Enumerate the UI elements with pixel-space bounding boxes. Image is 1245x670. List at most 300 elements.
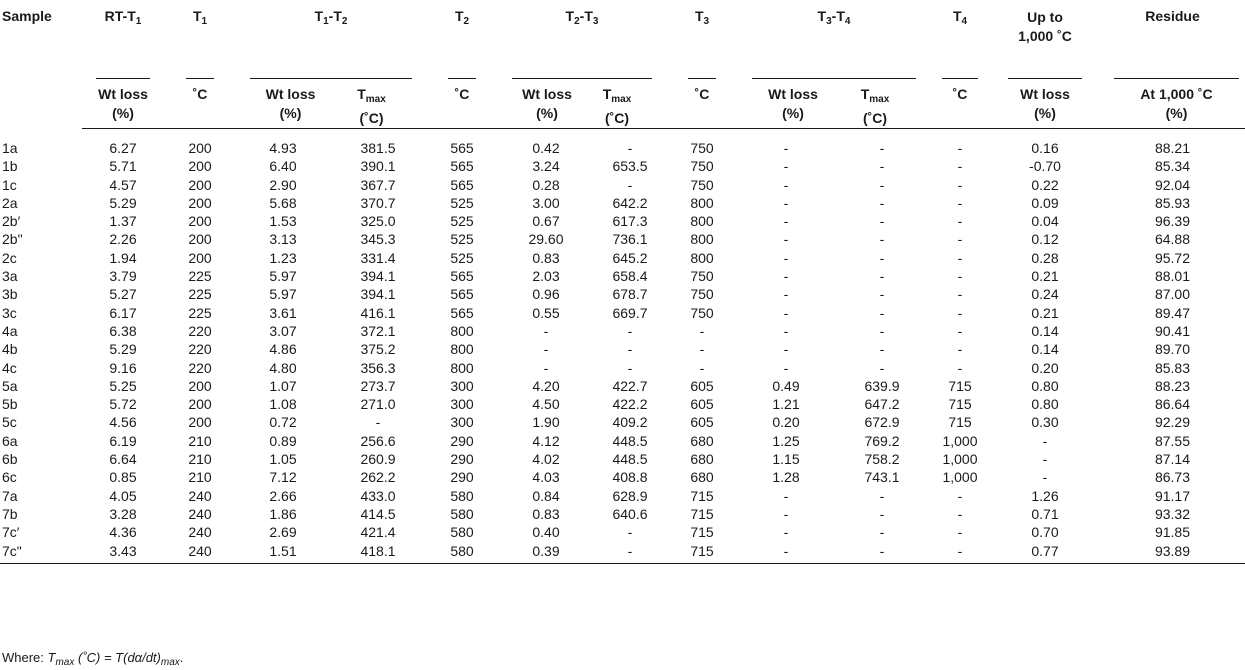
table-cell: - [879,140,885,156]
table-cell: 0.20 [1031,359,1059,376]
table-cell: 1,000 [942,451,978,468]
table-cell: 421.4 [360,524,396,541]
table-cell: - [879,322,885,339]
table-row [0,157,1245,175]
table-cell: 225 [188,286,212,303]
sample-id-cell: 2b" [2,231,23,248]
table-cell: 3.28 [109,505,137,522]
table-cell: 750 [690,176,714,193]
table-cell: 640.6 [612,505,648,522]
table-cell: 4.12 [532,432,560,449]
sample-id-cell: 4b [2,341,18,358]
table-cell: - [783,322,789,339]
table-row [0,285,1245,303]
table-row [0,487,1245,505]
table-cell: 0.49 [772,377,800,394]
table-cell: 375.2 [360,341,396,358]
table-cell: 325.0 [360,213,396,230]
table-row [0,505,1245,523]
sample-id-cell: 6c [2,469,17,486]
table-cell: - [957,140,963,156]
table-cell: 750 [690,304,714,321]
table-cell: - [627,359,633,376]
table-cell: 200 [188,396,212,413]
table-cell: 0.20 [772,414,800,431]
table-cell: 1.15 [772,451,800,468]
table-row [0,413,1245,431]
header-rt-t1: $RT-T_1$ [104,8,142,27]
table-cell: 0.14 [1031,341,1059,358]
table-cell: 0.30 [1031,414,1059,431]
table-cell: - [957,194,963,211]
table-cell: 91.17 [1154,487,1191,504]
table-cell: 1,000 [942,432,978,449]
table-cell: 290 [450,451,474,468]
table-cell: - [783,231,789,248]
table-cell: 758.2 [864,451,900,468]
unit-t2: ˚C [426,72,498,129]
table-cell: 0.83 [532,505,560,522]
table-cell: 87.00 [1154,286,1191,303]
table-cell: 89.70 [1154,341,1191,358]
table-cell: 653.5 [612,158,648,175]
table-cell: 85.34 [1154,158,1191,175]
table-cell: 256.6 [360,432,396,449]
table-cell: 565 [450,286,474,303]
table-cell: - [957,341,963,358]
table-cell: - [879,249,885,266]
table-cell: - [627,176,633,193]
table-cell: 345.3 [360,231,396,248]
table-cell: 0.89 [269,432,297,449]
table-cell: 4.56 [109,414,137,431]
table-cell: 0.70 [1031,524,1059,541]
table-cell: 0.80 [1031,396,1059,413]
table-cell: 715 [948,414,972,431]
table-cell: 64.88 [1154,231,1191,248]
table-cell: 422.7 [612,377,648,394]
table-cell: - [783,140,789,156]
table-cell: 1.90 [532,414,560,431]
table-cell: - [957,286,963,303]
table-cell: 3.00 [532,194,560,211]
table-cell: 669.7 [612,304,648,321]
table-cell: - [1042,451,1048,468]
table-cell: 605 [690,414,714,431]
table-cell: 4.05 [109,487,137,504]
sample-id-cell: 4a [2,322,18,339]
table-cell: 800 [690,231,714,248]
table-cell: 3.79 [109,268,137,285]
table-cell: 390.1 [360,158,396,175]
table-cell: 580 [450,524,474,541]
table-cell: 200 [188,414,212,431]
table-row [0,468,1245,486]
table-cell: 0.77 [990,542,1100,564]
table-cell: - [957,322,963,339]
table-cell: 0.16 [1031,140,1059,156]
table-cell: 9.16 [109,359,137,376]
table-cell: 93.89 [1100,542,1245,564]
table-cell: - [879,487,885,504]
table-cell: 750 [690,286,714,303]
table-row [0,267,1245,285]
table-cell: 0.39 [498,542,594,564]
table-cell: - [879,158,885,175]
table-cell: 5.29 [109,341,137,358]
table-cell: 3.24 [532,158,560,175]
table-cell: 0.96 [532,286,560,303]
table-cell: 300 [450,396,474,413]
table-row [0,322,1245,340]
table-cell: 290 [450,432,474,449]
table-cell: 1.23 [269,249,297,266]
table-cell: 6.40 [269,158,297,175]
sample-id-cell: 6a [2,432,18,449]
table-cell: 525 [450,231,474,248]
table-cell: 3.13 [269,231,297,248]
table-cell: - [594,542,666,564]
header-row-groups [0,2,1245,38]
table-cell: 0.83 [532,249,560,266]
table-cell: 89.47 [1154,304,1191,321]
table-cell: 647.2 [864,396,900,413]
table-cell: - [957,359,963,376]
table-cell: 680 [690,432,714,449]
table-cell: -0.70 [1029,158,1061,175]
table-cell: - [783,359,789,376]
table-cell: 0.28 [1031,249,1059,266]
table-row [0,432,1245,450]
unit-up-to-1000: Wt loss (%) [990,72,1100,129]
header-up-to-1000: Up to 1,000 ˚C [1018,9,1072,44]
table-cell: - [879,359,885,376]
table-cell: 0.22 [1031,176,1059,193]
table-cell: 260.9 [360,451,396,468]
table-row [0,129,1245,158]
table-cell: 525 [450,213,474,230]
table-cell: 225 [188,304,212,321]
table-cell: 210 [188,451,212,468]
table-cell: - [783,304,789,321]
table-cell: - [783,487,789,504]
header-t1: $T_1$ [192,8,208,27]
table-cell: - [930,542,990,564]
table-cell: 736.1 [612,231,648,248]
table-cell: 240 [164,542,236,564]
table-cell: 6.17 [109,304,137,321]
table-cell: 580 [426,542,498,564]
table-cell: 0.21 [1031,268,1059,285]
table-cell: 715 [948,377,972,394]
table-cell: 6.27 [109,140,137,156]
table-cell: 605 [690,377,714,394]
table-cell: 408.8 [612,469,648,486]
table-cell: 92.29 [1154,414,1191,431]
table-cell: - [783,249,789,266]
table-cell: 639.9 [864,377,900,394]
sample-id-cell: 2c [2,249,17,266]
table-cell: 4.80 [269,359,297,376]
table-cell: - [879,213,885,230]
table-cell: - [879,304,885,321]
table-cell: 565 [450,268,474,285]
table-cell: - [543,322,549,339]
table-cell: 743.1 [864,469,900,486]
table-cell: 0.80 [1031,377,1059,394]
table-cell: - [879,286,885,303]
table-cell: 715 [690,524,714,541]
table-cell: 617.3 [612,213,648,230]
table-cell: - [957,158,963,175]
table-cell: 96.39 [1154,213,1191,230]
table-cell: 0.84 [532,487,560,504]
sample-id-cell: 3c [2,304,17,321]
table-cell: 4.86 [269,341,297,358]
table-cell: 1.21 [772,396,800,413]
table-cell: 0.55 [532,304,560,321]
unit-t2-t3: Wt loss (%) $T_{max}$ (˚C) [498,72,666,129]
table-cell: 642.2 [612,194,648,211]
table-cell: 565 [450,304,474,321]
table-cell: 715 [948,396,972,413]
table-cell: 1.07 [269,377,297,394]
table-cell: 86.73 [1154,469,1191,486]
table-cell: 3.07 [269,322,297,339]
table-cell: 416.1 [360,304,396,321]
table-cell: - [783,194,789,211]
table-cell: - [957,176,963,193]
table-row [0,194,1245,212]
table-cell: 262.2 [360,469,396,486]
table-cell: 0.71 [1031,505,1059,522]
table-cell: 0.21 [1031,304,1059,321]
unit-t1-t2: Wt loss (%) $T_{max}$ (˚C) [236,72,426,129]
table-cell: 210 [188,469,212,486]
table-cell: 409.2 [612,414,648,431]
table-cell: 580 [450,487,474,504]
table-cell: - [1042,469,1048,486]
table-cell: 680 [690,469,714,486]
table-cell: 271.0 [360,396,396,413]
table-cell: 4.50 [532,396,560,413]
table-cell: - [699,322,705,339]
table-cell: 394.1 [360,286,396,303]
table-cell: - [879,505,885,522]
table-cell: 658.4 [612,268,648,285]
table-cell: 88.23 [1154,377,1191,394]
sample-id-cell: 7c′ [2,524,20,541]
sample-id-cell: 6b [2,451,18,468]
table-cell: - [834,542,930,564]
table-cell: - [627,322,633,339]
table-cell: 220 [188,341,212,358]
table-cell: 448.5 [612,451,648,468]
table-cell: 210 [188,432,212,449]
table-cell: 0.42 [532,140,560,156]
table-row [0,542,1245,564]
table-cell: 200 [188,249,212,266]
table-cell: 87.55 [1154,432,1191,449]
table-cell: 715 [690,505,714,522]
table-row [0,377,1245,395]
table-cell: 86.64 [1154,396,1191,413]
table-cell: 88.21 [1154,140,1191,156]
table-cell: 5.25 [109,377,137,394]
table-cell: 200 [188,140,212,156]
table-cell: 672.9 [864,414,900,431]
table-cell: - [1042,432,1048,449]
table-cell: 750 [690,140,714,156]
table-cell: - [957,268,963,285]
table-cell: - [543,341,549,358]
table-cell: 1.37 [109,213,137,230]
table-cell: - [783,268,789,285]
table-cell: 2.26 [109,231,137,248]
table-cell: 525 [450,249,474,266]
table-cell: 1,000 [942,469,978,486]
table-cell: 1.08 [269,396,297,413]
table-cell: 29.60 [528,231,564,248]
table-cell: - [627,140,633,156]
table-cell: 750 [690,158,714,175]
unit-residue: At 1,000 ˚C (%) [1100,72,1245,129]
table-cell: 2.90 [269,176,297,193]
table-cell: 92.04 [1154,176,1191,193]
table-cell: 628.9 [612,487,648,504]
table-cell: 3.61 [269,304,297,321]
table-cell: 91.85 [1154,524,1191,541]
table-cell: 331.4 [360,249,396,266]
table-cell: 800 [690,249,714,266]
table-cell: 0.85 [109,469,137,486]
table-cell: - [783,158,789,175]
table-cell: 240 [188,487,212,504]
table-cell: 1.05 [269,451,297,468]
sample-id-cell: 7a [2,487,18,504]
table-cell: 0.40 [532,524,560,541]
table-cell: 5.97 [269,286,297,303]
table-cell: 2.66 [269,487,297,504]
table-cell: 769.2 [864,432,900,449]
table-cell: - [783,286,789,303]
table-cell: 565 [450,176,474,193]
table-cell: 1.94 [109,249,137,266]
table-cell: - [699,359,705,376]
table-cell: - [783,176,789,193]
table-cell: 85.83 [1154,359,1191,376]
table-cell: 1.51 [236,542,330,564]
table-cell: 4.02 [532,451,560,468]
unit-rt-t1: Wt loss (%) [82,72,164,129]
table-cell: 0.12 [1031,231,1059,248]
table-cell: - [879,341,885,358]
table-cell: - [699,341,705,358]
table-cell: 5.72 [109,396,137,413]
table-cell: 200 [188,213,212,230]
sample-id-cell: 5c [2,414,17,431]
table-cell: 90.41 [1154,322,1191,339]
table-cell: 1.25 [772,432,800,449]
sample-id-cell: 4c [2,359,17,376]
table-row [0,304,1245,322]
table-cell: - [957,213,963,230]
table-cell: - [957,487,963,504]
table-cell: - [957,231,963,248]
sample-id-cell: 1b [2,158,18,175]
table-cell: 418.1 [330,542,426,564]
header-t1-t2: $T_1-T_2$ [314,8,348,27]
table-cell: 800 [690,213,714,230]
table-cell: 0.24 [1031,286,1059,303]
table-row [0,395,1245,413]
sample-id-cell: 2b′ [2,213,21,230]
table-cell: 0.09 [1031,194,1059,211]
table-cell: 422.2 [612,396,648,413]
sample-id-cell: 3b [2,286,18,303]
table-cell: - [627,341,633,358]
table-cell: 367.7 [360,176,396,193]
table-row [0,523,1245,541]
header-row-units [0,72,1245,129]
table-cell: - [957,505,963,522]
table-cell: 5.71 [109,158,137,175]
table-cell: - [957,304,963,321]
table-cell: 200 [188,231,212,248]
table-cell: 95.72 [1154,249,1191,266]
table-cell: 85.93 [1154,194,1191,211]
table-cell: 1.28 [772,469,800,486]
table-cell: 2.03 [532,268,560,285]
table-cell: - [957,249,963,266]
table-cell: 1.53 [269,213,297,230]
table-cell: 525 [450,194,474,211]
table-cell: 678.7 [612,286,648,303]
table-cell: - [957,524,963,541]
header-t3-t4: $T_3-T_4$ [817,8,851,27]
unit-t4: ˚C [930,72,990,129]
table-cell: 6.19 [109,432,137,449]
sample-id-cell: 1c [2,176,17,193]
table-cell: 715 [690,487,714,504]
table-row [0,230,1245,248]
table-cell: 800 [450,359,474,376]
table-cell: 87.14 [1154,451,1191,468]
table-cell: 448.5 [612,432,648,449]
table-cell: 433.0 [360,487,396,504]
table-cell: 394.1 [360,268,396,285]
sample-id-cell: 3a [2,268,18,285]
table-row [0,340,1245,358]
table-cell: - [879,268,885,285]
table-cell: 200 [188,194,212,211]
table-cell: 565 [450,158,474,175]
header-residue: Residue [1145,8,1200,24]
unit-t3-t4: Wt loss (%) $T_{max}$ (˚C) [738,72,930,129]
table-cell: 750 [690,268,714,285]
table-cell: 605 [690,396,714,413]
table-cell: 93.32 [1154,505,1191,522]
sample-id-cell: 7b [2,505,18,522]
table-cell: 273.7 [360,377,396,394]
table-cell: 0.04 [1031,213,1059,230]
table-cell: 715 [666,542,738,564]
table-row [0,450,1245,468]
table-cell: 300 [450,377,474,394]
table-cell: - [783,524,789,541]
table-cell: 0.14 [1031,322,1059,339]
table-cell: 4.57 [109,176,137,193]
